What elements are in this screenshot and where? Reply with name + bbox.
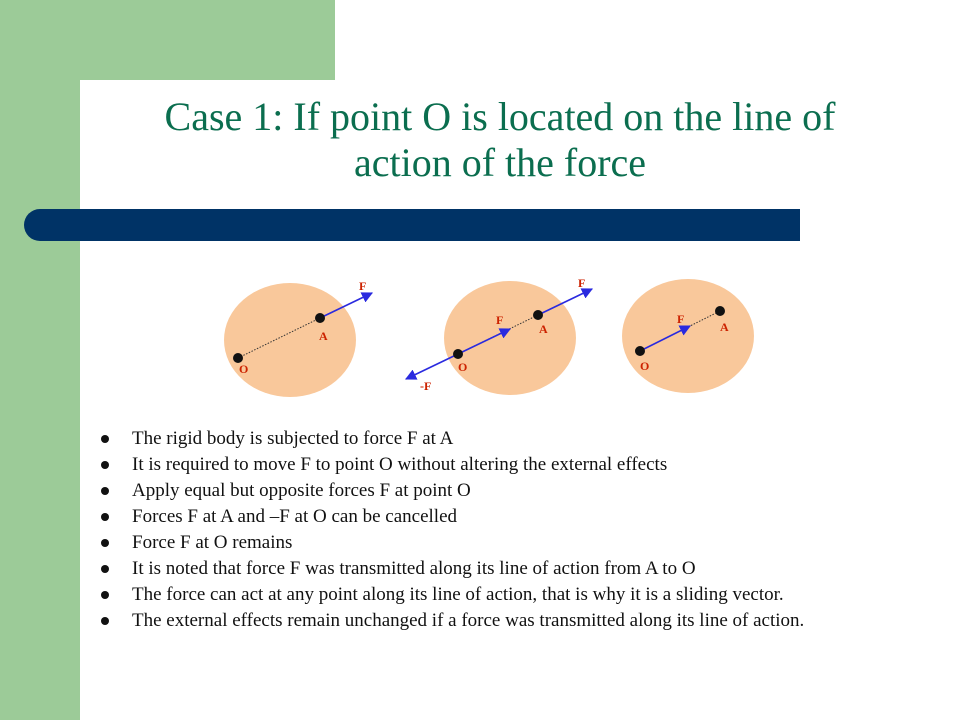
bullet-item-8: The external effects remain unchanged if a force was transmitted along its line of action. [100,610,860,631]
bullet-item-6: It is noted that force F was transmitted along its line of action from A to O [100,558,860,579]
slide-title-line2: action of the force [353,140,647,185]
neg-force-label-2: -F [420,379,432,393]
force-label-a-2: F [578,276,586,290]
point-o-label-3: O [640,359,650,373]
point-a-label-2: A [539,322,548,336]
diagram-panel-3 [622,279,754,393]
point-a-dot-1 [315,313,325,323]
point-o-dot-3 [635,346,645,356]
bullet-item-3: Apply equal but opposite forces F at point O [100,480,860,501]
rigid-body-3 [622,279,754,393]
slide-title-line1: Case 1: If point O is located on the line of [164,94,836,139]
bullet-item-4: Forces F at A and –F at O can be cancelled [100,506,860,527]
bullet-item-2: It is required to move F to point O without altering the external effects [100,454,860,475]
force-label-1: F [359,279,367,293]
point-a-dot-2 [533,310,543,320]
neg-force-vector-2 [406,354,458,379]
force-label-3: F [677,312,685,326]
bullet-item-5: Force F at O remains [100,532,860,553]
diagram-panel-2 [406,276,592,395]
force-label-o-2: F [496,313,504,327]
bullet-list [100,428,860,636]
point-a-label-3: A [720,320,729,334]
diagram-panel-1 [224,279,372,397]
point-a-dot-3 [715,306,725,316]
bullet-item-1: The rigid body is subjected to force F at A [100,428,860,449]
point-o-label-2: O [458,360,468,374]
point-o-label-1: O [239,362,249,376]
rigid-body-2 [444,281,576,395]
point-o-dot-2 [453,349,463,359]
bullet-item-7: The force can act at any point along its line of action, that is why it is a sliding vector. [100,584,860,605]
rigid-body-1 [224,283,356,397]
point-a-label-1: A [319,329,328,343]
